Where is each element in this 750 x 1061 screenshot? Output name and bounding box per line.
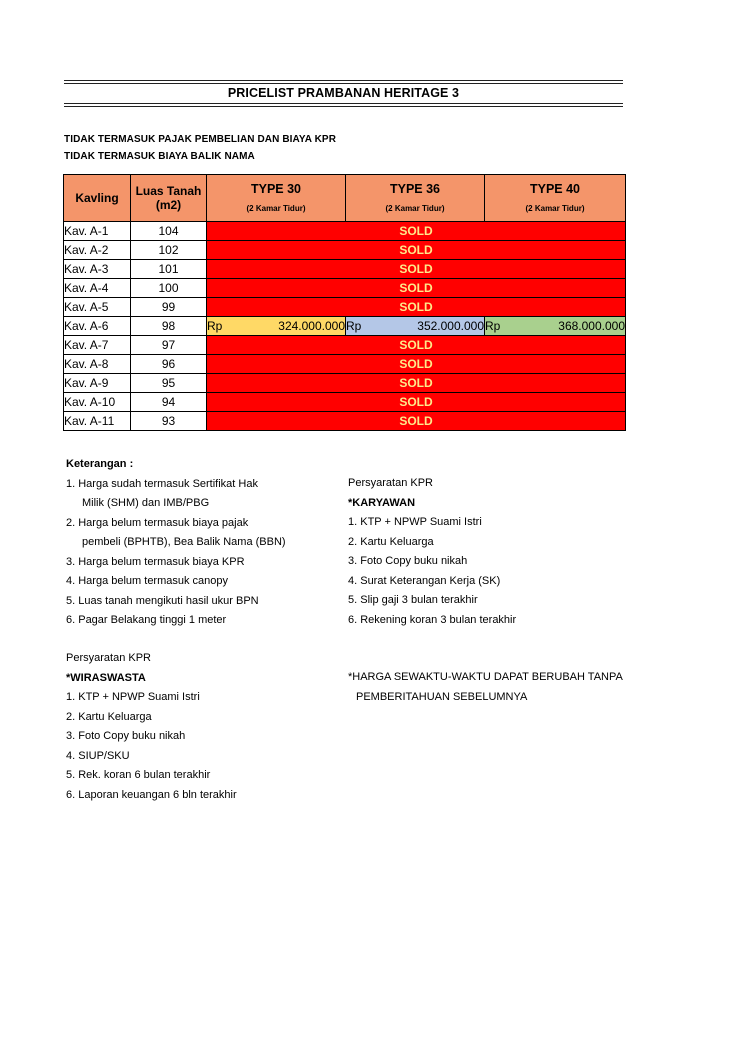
note-tax: TIDAK TERMASUK PAJAK PEMBELIAN DAN BIAYA KPR [64, 134, 337, 145]
header-luas-line1: Luas Tanah [135, 184, 202, 198]
kavling-cell: Kav. A-9 [64, 374, 131, 393]
kpr-wiraswasta-item: 1. KTP + NPWP Suami Istri [66, 691, 200, 703]
kavling-cell: Kav. A-8 [64, 355, 131, 374]
keterangan-item: Milik (SHM) dan IMB/PBG [82, 497, 210, 509]
kavling-cell: Kav. A-7 [64, 336, 131, 355]
currency-label: Rp [346, 318, 362, 333]
price-type30 [207, 317, 346, 336]
note-bbn: TIDAK TERMASUK BIAYA BALIK NAMA [64, 151, 255, 162]
kavling-cell: Kav. A-10 [64, 393, 131, 412]
table-row [64, 241, 626, 260]
luas-cell: 104 [131, 222, 207, 241]
keterangan-item: 3. Harga belum termasuk biaya KPR [66, 555, 245, 568]
keterangan-title: Keterangan : [66, 458, 134, 470]
kavling-cell: Kav. A-5 [64, 298, 131, 317]
table-row [64, 298, 626, 317]
type40-sub: (2 Kamar Tidur) [525, 204, 585, 213]
luas-cell: 95 [131, 374, 207, 393]
keterangan-item: 4. Harga belum termasuk canopy [66, 575, 229, 587]
sold-cell: SOLD [207, 241, 626, 260]
kpr-karyawan-title: Persyaratan KPR [348, 477, 433, 489]
title-rule-2 [64, 106, 623, 107]
header-luas-line2: (m2) [155, 198, 182, 212]
kpr-wiraswasta-item: 3. Foto Copy buku nikah [66, 730, 186, 742]
kpr-wiraswasta-subtitle: *WIRASWASTA [66, 671, 146, 684]
keterangan-item: 2. Harga belum termasuk biaya pajak [66, 516, 249, 529]
kavling-cell: Kav. A-4 [64, 279, 131, 298]
luas-cell: 100 [131, 279, 207, 298]
top-rule-2 [64, 83, 623, 84]
keterangan-item: pembeli (BPHTB), Bea Balik Nama (BBN) [82, 536, 286, 548]
header-luas [131, 175, 207, 222]
table-row-available [64, 317, 626, 336]
kpr-karyawan-section [348, 474, 638, 630]
luas-cell: 98 [131, 317, 207, 336]
sold-cell: SOLD [207, 279, 626, 298]
kpr-karyawan-item: 5. Slip gaji 3 bulan terakhir [348, 594, 478, 606]
kavling-cell: Kav. A-3 [64, 260, 131, 279]
sold-cell: SOLD [207, 298, 626, 317]
header-type30 [207, 175, 346, 222]
kpr-karyawan-item: 1. KTP + NPWP Suami Istri [348, 516, 482, 528]
kpr-wiraswasta-title: Persyaratan KPR [66, 652, 151, 664]
kpr-karyawan-item: 2. Kartu Keluarga [348, 535, 434, 548]
kpr-karyawan-subtitle: *KARYAWAN [348, 496, 416, 509]
keterangan-item: 5. Luas tanah mengikuti hasil ukur BPN [66, 594, 259, 607]
price-amount: 368.000.000 [558, 318, 625, 333]
keterangan-item: 1. Harga sudah termasuk Sertifikat Hak [66, 477, 258, 490]
kpr-karyawan-item: 3. Foto Copy buku nikah [348, 555, 468, 567]
price-type36 [346, 317, 485, 336]
kpr-wiraswasta-item: 4. SIUP/SKU [66, 749, 130, 762]
table-row [64, 355, 626, 374]
kpr-wiraswasta-section [66, 649, 336, 805]
sold-cell: SOLD [207, 393, 626, 412]
sold-cell: SOLD [207, 355, 626, 374]
sold-cell: SOLD [207, 374, 626, 393]
header-type36 [346, 175, 485, 222]
table-row [64, 260, 626, 279]
price-type40 [485, 317, 626, 336]
table-row [64, 393, 626, 412]
luas-cell: 99 [131, 298, 207, 317]
price-amount: 352.000.000 [417, 318, 484, 333]
sold-cell: SOLD [207, 222, 626, 241]
kpr-wiraswasta-item: 6. Laporan keuangan 6 bln terakhir [66, 788, 237, 801]
page-title: PRICELIST PRAMBANAN HERITAGE 3 [227, 86, 460, 100]
type36-label: TYPE 36 [389, 182, 441, 196]
sold-cell: SOLD [207, 412, 626, 431]
header-kavling: Kavling [64, 175, 131, 222]
kavling-cell: Kav. A-6 [64, 317, 131, 336]
top-rule-1 [64, 80, 623, 81]
kpr-wiraswasta-item: 2. Kartu Keluarga [66, 710, 152, 723]
kavling-cell: Kav. A-11 [64, 412, 131, 431]
type40-label: TYPE 40 [529, 182, 581, 196]
luas-cell: 101 [131, 260, 207, 279]
luas-cell: 102 [131, 241, 207, 260]
price-amount: 324.000.000 [278, 318, 345, 333]
header-type40 [485, 175, 626, 222]
kpr-karyawan-item: 4. Surat Keterangan Kerja (SK) [348, 574, 501, 587]
keterangan-section [66, 455, 336, 631]
luas-cell: 93 [131, 412, 207, 431]
luas-cell: 97 [131, 336, 207, 355]
title-rule-1 [64, 103, 623, 104]
disclaimer-line: *HARGA SEWAKTU-WAKTU DAPAT BERUBAH TANPA [348, 671, 623, 683]
type30-sub: (2 Kamar Tidur) [246, 204, 306, 213]
kavling-cell: Kav. A-2 [64, 241, 131, 260]
disclaimer [348, 668, 648, 707]
type36-sub: (2 Kamar Tidur) [385, 204, 445, 213]
type30-label: TYPE 30 [250, 182, 302, 196]
kpr-wiraswasta-item: 5. Rek. koran 6 bulan terakhir [66, 769, 211, 781]
price-table [63, 174, 626, 431]
table-row [64, 222, 626, 241]
kpr-karyawan-item: 6. Rekening koran 3 bulan terakhir [348, 613, 517, 626]
sold-cell: SOLD [207, 260, 626, 279]
luas-cell: 96 [131, 355, 207, 374]
keterangan-item: 6. Pagar Belakang tinggi 1 meter [66, 614, 227, 626]
kavling-cell: Kav. A-1 [64, 222, 131, 241]
table-row [64, 412, 626, 431]
currency-label: Rp [485, 318, 501, 333]
currency-label: Rp [207, 318, 223, 333]
table-header-row [64, 175, 626, 222]
table-row [64, 336, 626, 355]
disclaimer-line: PEMBERITAHUAN SEBELUMNYA [356, 690, 528, 703]
table-row [64, 374, 626, 393]
luas-cell: 94 [131, 393, 207, 412]
sold-cell: SOLD [207, 336, 626, 355]
table-row [64, 279, 626, 298]
